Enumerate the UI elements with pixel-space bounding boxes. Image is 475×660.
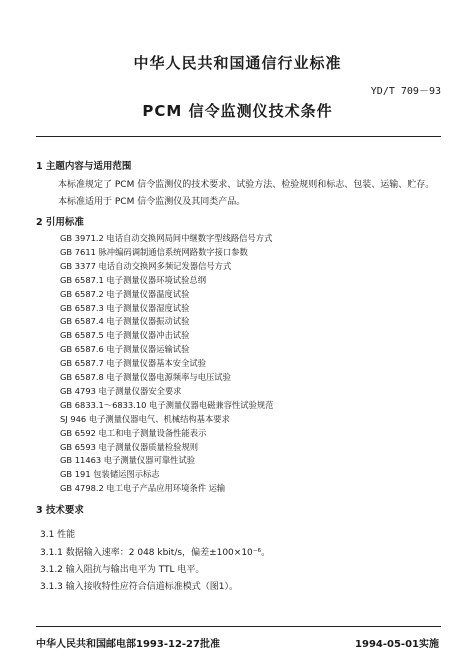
reference-item: GB 6587.1 电子测量仪器环境试验总纲 xyxy=(60,274,206,285)
reference-item: SJ 946 电子测量仪器电气、机械结构基本要求 xyxy=(60,413,230,424)
section-3-item-1: 3.1 性能 xyxy=(40,530,76,540)
section-1-heading: 1 主题内容与适用范围 xyxy=(36,161,132,172)
reference-item: GB 7611 脉冲编码调制通信系统网路数字接口参数 xyxy=(60,246,248,257)
standard-number: YD/T 709－93 xyxy=(370,86,441,97)
reference-item: GB 6587.5 电子测量仪器冲击试验 xyxy=(60,330,190,341)
reference-item: GB 6592 电工和电子测量设备性能表示 xyxy=(60,427,207,438)
reference-item: GB 6593 电子测量仪器质量检验规则 xyxy=(60,441,199,452)
section-3-item-2: 3.1.1 数据输入速率：2 048 kbit/s，偏差±100×10⁻⁶。 xyxy=(40,548,271,558)
section-3-item-3: 3.1.2 输入阻抗与输出电平为 TTL 电平。 xyxy=(40,565,205,575)
implementation-date: 1994-05-01实施 xyxy=(355,639,439,650)
section-3-heading: 3 技术要求 xyxy=(36,505,84,516)
reference-item: GB 4798.2 电工电子产品应用环境条件 运输 xyxy=(60,483,226,494)
industry-standard-title: 中华人民共和国通信行业标准 xyxy=(133,54,342,72)
document-title: PCM 信令监测仪技术条件 xyxy=(142,102,333,120)
reference-item: GB 6587.6 电子测量仪器运输试验 xyxy=(60,344,190,355)
footer-divider xyxy=(36,626,441,627)
reference-item: GB 3377 电话自动交换网多频记发器信号方式 xyxy=(60,260,232,271)
reference-item: GB 191 包装储运图示标志 xyxy=(60,469,160,480)
section-1-line-1: 本标准规定了 PCM 信令监测仪的技术要求、试验方法、检验规则和标志、包装、运输、贮存。 xyxy=(58,180,435,190)
reference-item: GB 6833.1～6833.10 电子测量仪器电磁兼容性试验规范 xyxy=(60,399,274,410)
reference-item: GB 3971.2 电话自动交换网局间中继数字型线路信号方式 xyxy=(60,233,273,243)
section-1-line-2: 本标准适用于 PCM 信令监测仪及其同类产品。 xyxy=(58,197,246,207)
approval-date: 中华人民共和国邮电部1993-12-27批准 xyxy=(36,639,220,650)
section-3-item-4: 3.1.3 输入接收特性应符合信道标准模式（图1）。 xyxy=(40,582,238,592)
reference-item: GB 11463 电子测量仪器可靠性试验 xyxy=(60,455,196,466)
reference-item: GB 6587.7 电子测量仪器基本安全试验 xyxy=(60,358,206,369)
header-divider xyxy=(36,136,441,137)
reference-item: GB 4793 电子测量仪器安全要求 xyxy=(60,385,182,396)
reference-item: GB 6587.4 电子测量仪器振动试验 xyxy=(60,316,190,327)
section-2-heading: 2 引用标准 xyxy=(36,217,84,228)
reference-item: GB 6587.3 电子测量仪器湿度试验 xyxy=(60,302,190,313)
reference-item: GB 6587.8 电子测量仪器电源频率与电压试验 xyxy=(60,372,231,382)
reference-item: GB 6587.2 电子测量仪器温度试验 xyxy=(60,288,190,299)
